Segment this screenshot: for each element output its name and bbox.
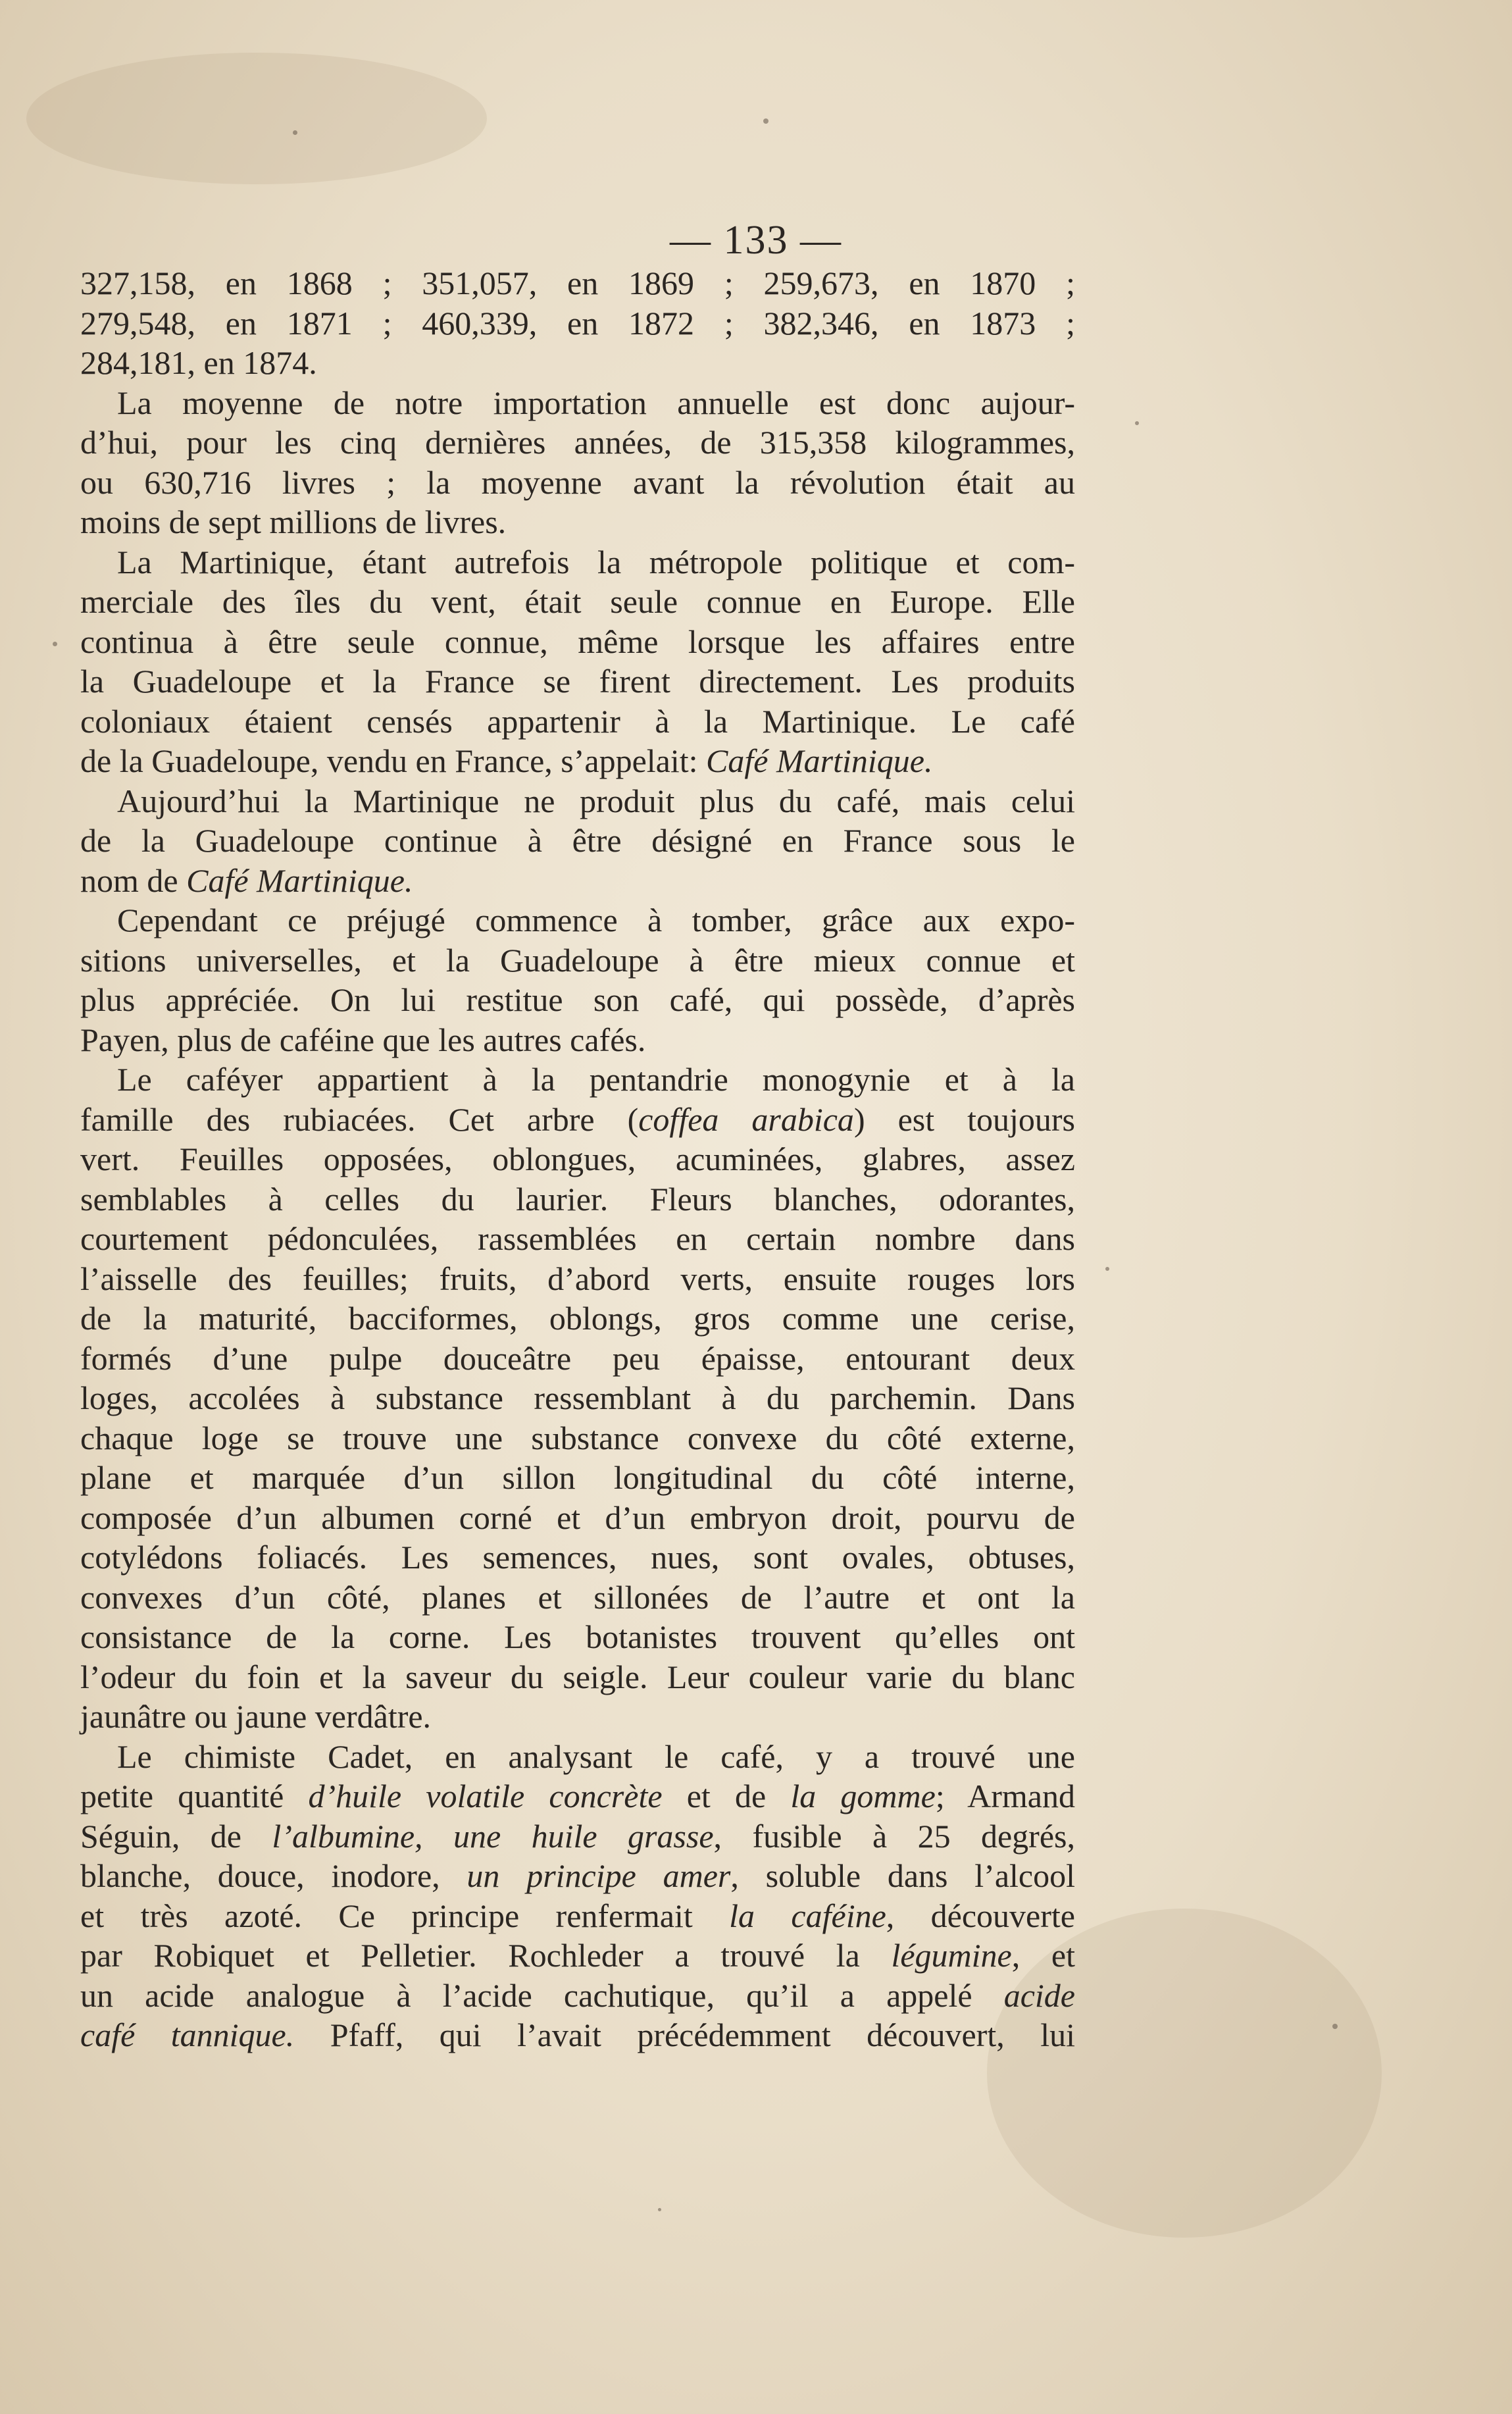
text-line: [80, 741, 1075, 781]
text-segment: l’aisselle des feuilles; fruits, d’abord verts, ensuite rouges lors: [80, 1260, 1075, 1297]
text-segment: et de: [662, 1778, 791, 1814]
paper-speck: [1105, 1267, 1109, 1271]
text-segment: plane et marquée d’un sillon longitudinal du côté interne,: [80, 1459, 1075, 1496]
text-line: [80, 1378, 1075, 1418]
text-line: [80, 1697, 1075, 1737]
text-line: [80, 702, 1075, 742]
text-line: [80, 1976, 1075, 2016]
text-line: [80, 343, 1075, 383]
text-segment: , découverte: [886, 1897, 1075, 1934]
text-segment: 327,158, en 1868 ; 351,057, en 1869 ; 259,673, en 1870 ;: [80, 265, 1075, 301]
text-segment: formés d’une pulpe douceâtre peu épaisse, entourant deux: [80, 1339, 1075, 1377]
text-line: [80, 1219, 1075, 1259]
text-line: [80, 1060, 1075, 1100]
italic-text: Café Martinique.: [186, 861, 413, 899]
text-segment: de la Guadeloupe continue à être désigné en France sous le: [80, 822, 1075, 859]
text-segment: Cependant ce préjugé commence à tomber, grâce aux expo-: [117, 902, 1075, 938]
text-segment: consistance de la corne. Les botanistes trouvent qu’elles ont: [80, 1618, 1075, 1655]
text-line: [80, 1617, 1075, 1657]
text-segment: l’odeur du foin et la saveur du seigle. Leur couleur varie du blanc: [80, 1658, 1075, 1695]
paper-speck: [1332, 2024, 1338, 2029]
text-line: [80, 1139, 1075, 1179]
text-segment: Le caféyer appartient à la pentandrie monogynie et à la: [117, 1061, 1075, 1098]
text-line: [80, 900, 1075, 940]
text-segment: de la Guadeloupe, vendu en France, s’appelait:: [80, 742, 707, 779]
paper-speck: [763, 118, 769, 124]
paper-speck: [293, 130, 297, 135]
text-line: [80, 1418, 1075, 1458]
text-segment: cotylédons foliacés. Les semences, nues, sont ovales, obtuses,: [80, 1539, 1075, 1576]
text-line: [80, 423, 1075, 463]
text-line: [80, 861, 1075, 901]
text-line: [80, 1339, 1075, 1379]
text-line: [80, 940, 1075, 981]
italic-text: la caféine: [729, 1897, 886, 1934]
text-line: [80, 1498, 1075, 1538]
text-segment: ) est toujours: [853, 1100, 1075, 1138]
text-line: [80, 1737, 1075, 1777]
paper-speck: [1135, 421, 1139, 425]
text-segment: 279,548, en 1871 ; 460,339, en 1872 ; 382,346, en 1873 ;: [80, 304, 1075, 342]
text-line: [80, 821, 1075, 861]
text-segment: Séguin, de: [80, 1817, 272, 1855]
text-line: [80, 1179, 1075, 1220]
text-line: [80, 661, 1075, 702]
text-segment: continua à être seule connue, même lorsque les affaires entre: [80, 623, 1075, 660]
text-segment: 284,181, en 1874.: [80, 344, 317, 381]
italic-text: un principe amer: [466, 1857, 731, 1894]
text-segment: semblables à celles du laurier. Fleurs blanches, odorantes,: [80, 1180, 1075, 1218]
text-segment: composée d’un albumen corné et d’un embryon droit, pourvu de: [80, 1499, 1075, 1536]
body-text: [80, 263, 1075, 2055]
text-segment: petite quantité: [80, 1778, 309, 1814]
text-line: [80, 980, 1075, 1020]
text-line: [80, 1856, 1075, 1896]
text-line: [80, 622, 1075, 662]
text-line: [80, 502, 1075, 542]
text-segment: coloniaux étaient censés appartenir à la Martinique. Le café: [80, 702, 1075, 740]
text-segment: courtement pédonculées, rassemblées en certain nombre dans: [80, 1220, 1075, 1257]
text-segment: famille des rubiacées. Cet arbre (: [80, 1100, 639, 1138]
text-segment: Payen, plus de caféine que les autres cafés.: [80, 1021, 646, 1058]
text-line: [80, 582, 1075, 622]
italic-text: Café Martinique.: [706, 742, 933, 779]
text-segment: nom de: [80, 861, 187, 899]
text-segment: , fusible à 25 degrés,: [713, 1817, 1075, 1855]
text-segment: blanche, douce, inodore,: [80, 1857, 467, 1894]
text-segment: La moyenne de notre importation annuelle est donc aujour-: [117, 384, 1075, 421]
text-segment: merciale des îles du vent, était seule connue en Europe. Elle: [80, 583, 1075, 620]
text-segment: moins de sept millions de livres.: [80, 503, 507, 540]
text-line: [80, 1537, 1075, 1578]
text-line: [80, 303, 1075, 344]
paper-speck: [53, 642, 57, 646]
italic-text: coffea arabica: [638, 1100, 854, 1138]
italic-text: d’huile volatile concrète: [308, 1778, 663, 1814]
text-line: [80, 1657, 1075, 1697]
text-segment: La Martinique, étant autrefois la métropole politique et com-: [117, 543, 1075, 580]
text-segment: chaque loge se trouve une substance convexe du côté externe,: [80, 1419, 1075, 1456]
italic-text: l’albumine, une huile grasse: [272, 1817, 714, 1855]
text-line: [80, 1458, 1075, 1498]
text-line: [80, 383, 1075, 423]
text-line: [80, 1936, 1075, 1976]
text-line: [80, 1100, 1075, 1140]
text-segment: d’hui, pour les cinq dernières années, de 315,358 kilogrammes,: [80, 424, 1075, 461]
text-line: [80, 1578, 1075, 1618]
page-number: — 133 —: [670, 218, 842, 263]
text-line: [80, 542, 1075, 582]
text-line: [80, 1896, 1075, 1936]
italic-text: café tannique.: [80, 2016, 295, 2053]
paper-stain: [26, 53, 487, 184]
text-segment: plus appréciée. On lui restitue son café, qui possède, d’après: [80, 981, 1075, 1018]
text-segment: , soluble dans l’alcool: [730, 1857, 1076, 1894]
text-segment: jaunâtre ou jaune verdâtre.: [80, 1698, 432, 1735]
text-line: [80, 1816, 1075, 1857]
text-segment: convexes d’un côté, planes et sillonées de l’autre et ont la: [80, 1578, 1075, 1616]
text-line: [80, 781, 1075, 821]
text-segment: ou 630,716 livres ; la moyenne avant la révolution était au: [80, 463, 1075, 501]
italic-text: légumine: [891, 1937, 1012, 1974]
text-line: [80, 1259, 1075, 1299]
text-segment: un acide analogue à l’acide cachutique, qu’il a appelé: [80, 1976, 1004, 2014]
text-segment: Pfaff, qui l’avait précédemment découvert, lui: [294, 2016, 1075, 2053]
text-line: [80, 1298, 1075, 1339]
italic-text: la gomme: [790, 1778, 936, 1814]
text-segment: ; Armand: [935, 1778, 1075, 1814]
italic-text: acide: [1003, 1976, 1075, 2014]
text-segment: loges, accolées à substance ressemblant à du parchemin. Dans: [80, 1379, 1075, 1416]
text-line: [80, 463, 1075, 503]
text-line: [80, 2015, 1075, 2055]
text-segment: vert. Feuilles opposées, oblongues, acuminées, glabres, assez: [80, 1141, 1075, 1177]
text-line: [80, 263, 1075, 303]
text-segment: par Robiquet et Pelletier. Rochleder a trouvé la: [80, 1937, 892, 1974]
text-segment: , et: [1011, 1937, 1075, 1974]
text-segment: la Guadeloupe et la France se firent directement. Les produits: [80, 663, 1075, 700]
text-segment: Aujourd’hui la Martinique ne produit plus du café, mais celui: [117, 782, 1075, 819]
text-segment: Le chimiste Cadet, en analysant le café, y a trouvé une: [117, 1737, 1075, 1775]
paper-speck: [658, 2208, 661, 2211]
text-segment: sitions universelles, et la Guadeloupe à être mieux connue et: [80, 941, 1075, 979]
text-segment: et très azoté. Ce principe renfermait: [80, 1897, 730, 1934]
text-line: [80, 1020, 1075, 1060]
text-segment: de la maturité, bacciformes, oblongs, gros comme une cerise,: [80, 1300, 1075, 1337]
text-line: [80, 1776, 1075, 1816]
